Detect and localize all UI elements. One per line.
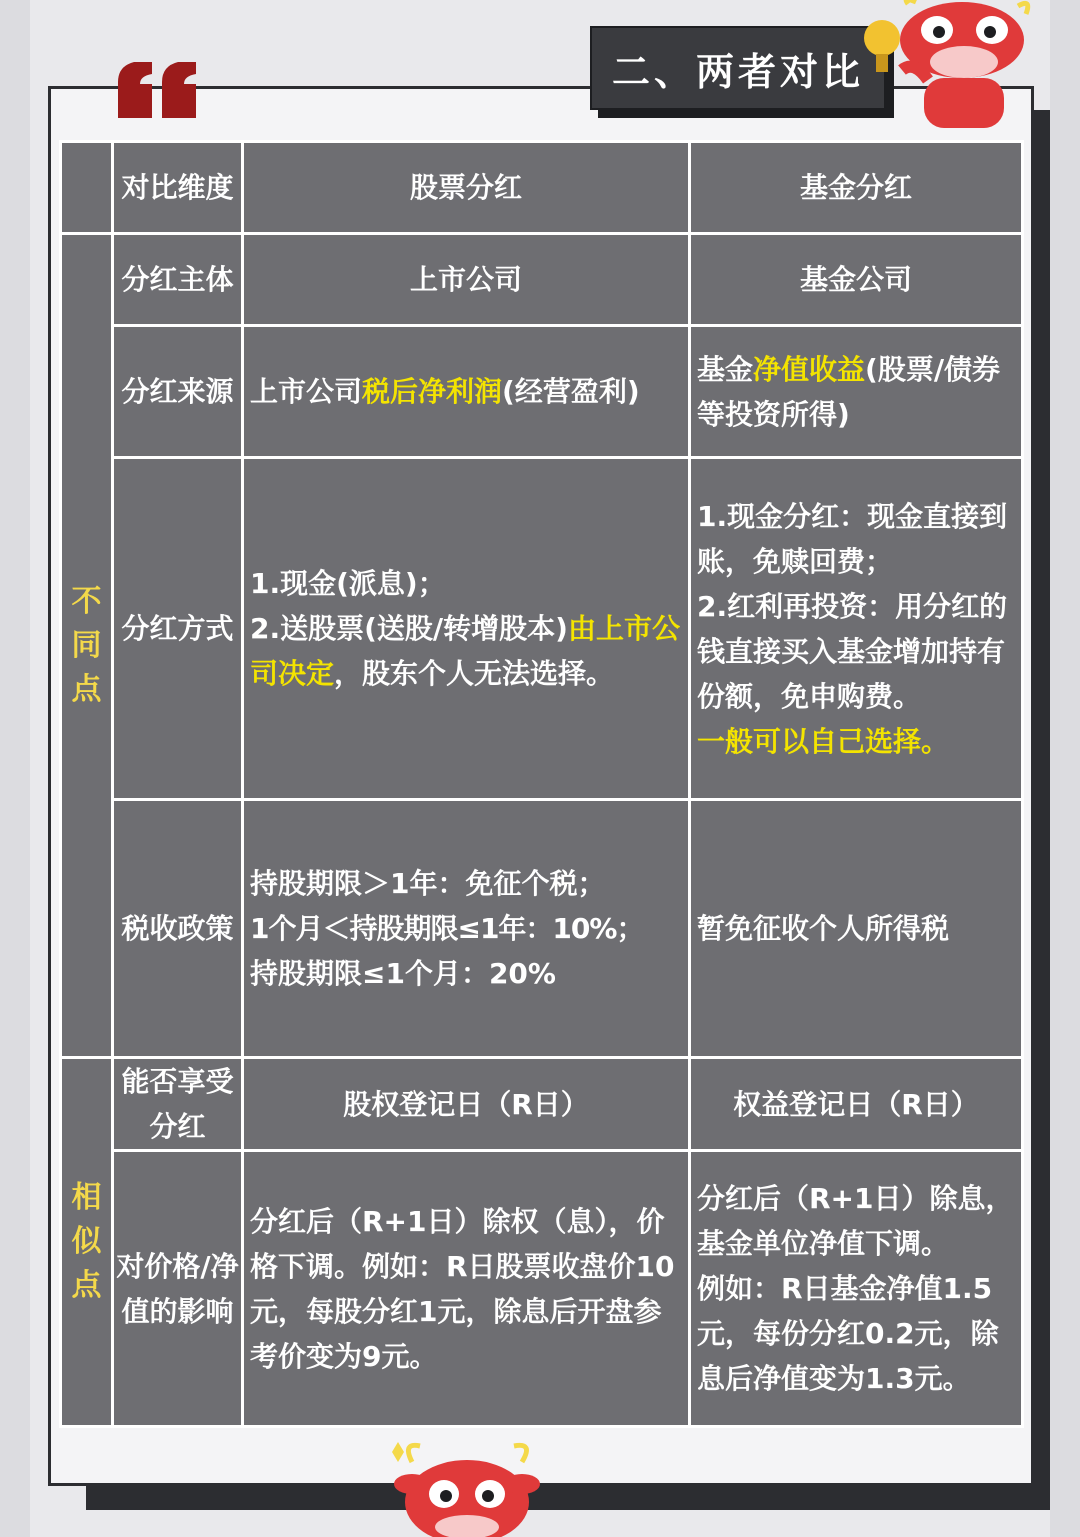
dimension-price: 对价格/净值的影响 xyxy=(113,1151,243,1427)
stock-method xyxy=(243,458,690,800)
stock-tax-line-1: 持股期限＞1年：免征个税； xyxy=(250,867,606,900)
stock-method-line-1: 1.现金(派息)； xyxy=(250,567,446,600)
stock-method-line-2a: 2.送股票(送股/转增股本) xyxy=(250,612,568,645)
stock-source-a: 上市公司 xyxy=(250,375,363,408)
dimension-tax: 税收政策 xyxy=(113,800,243,1058)
cow-mascot-icon xyxy=(372,1432,562,1537)
fund-method-line-1: 1.现金分红：现金直接到账，免赎回费； xyxy=(697,499,1008,578)
stock-tax xyxy=(243,800,690,1058)
table-header-row xyxy=(61,142,1023,234)
comparison-table xyxy=(59,140,1024,1428)
header-fund-dividend: 基金分红 xyxy=(690,142,1023,234)
stock-method-highlight: 由上市公司决定 xyxy=(250,612,680,690)
table-row-price xyxy=(61,1151,1023,1427)
stock-price: 分红后（R+1日）除权（息），价格下调。例如：R日股票收盘价10元，每股分红1元，除息后开盘参考价变为9元。 xyxy=(243,1151,690,1427)
fund-source-a: 基金 xyxy=(697,352,754,386)
table-row-method xyxy=(61,458,1023,800)
fund-subject: 基金公司 xyxy=(690,234,1023,326)
stock-source-highlight: 税后净利润 xyxy=(362,375,503,408)
quote-mark-icon xyxy=(112,60,202,120)
fund-eligibility: 权益登记日（R日） xyxy=(690,1058,1023,1151)
fund-source xyxy=(690,326,1023,458)
dimension-subject: 分红主体 xyxy=(113,234,243,326)
header-group-cell xyxy=(61,142,113,234)
stock-tax-line-2: 1个月＜持股期限≤1年：10%； xyxy=(250,912,644,945)
fund-price xyxy=(690,1151,1023,1427)
group-label-similar xyxy=(61,1058,113,1427)
fund-price-line-1: 分红后（R+1日）除息，基金单位净值下调。 xyxy=(697,1182,1014,1260)
dimension-source: 分红来源 xyxy=(113,326,243,458)
fund-method xyxy=(690,458,1023,800)
table-row-source xyxy=(61,326,1023,458)
table-row-eligibility xyxy=(61,1058,1023,1151)
stock-subject: 上市公司 xyxy=(243,234,690,326)
fund-method-line-2: 2.红利再投资：用分红的钱直接买入基金增加持有份额，免申购费。 xyxy=(697,589,1008,713)
dimension-method: 分红方式 xyxy=(113,458,243,800)
table-row-subject xyxy=(61,234,1023,326)
stock-tax-line-3: 持股期限≤1个月：20% xyxy=(250,957,556,990)
table-row-tax xyxy=(61,800,1023,1058)
section-title: 二、两者对比 xyxy=(590,26,886,110)
stock-eligibility: 股权登记日（R日） xyxy=(243,1058,690,1151)
header-stock-dividend: 股票分红 xyxy=(243,142,690,234)
header-dimension: 对比维度 xyxy=(113,142,243,234)
group-label-similar-text: 相似点 xyxy=(71,1180,102,1303)
stock-method-line-2b: ，股东个人无法选择。 xyxy=(334,657,615,690)
background-edge-left xyxy=(0,0,30,1537)
cow-mascot-trophy-icon xyxy=(842,0,1042,140)
fund-source-highlight: 净值收益 xyxy=(753,352,866,386)
fund-method-highlight: 一般可以自己选择。 xyxy=(697,724,950,758)
fund-price-line-2: 例如：R日基金净值1.5元，每份分红0.2元，除息后净值变为1.3元。 xyxy=(697,1272,999,1395)
dimension-eligibility: 能否享受分红 xyxy=(113,1058,243,1151)
fund-tax: 暂免征收个人所得税 xyxy=(690,800,1023,1058)
background-edge-right xyxy=(1050,0,1080,1537)
group-label-different-text: 不同点 xyxy=(71,583,102,707)
fund-source-b: (股票/债券等投资所得) xyxy=(697,352,1001,431)
group-label-different xyxy=(61,234,113,1058)
stock-source-b: (经营盈利) xyxy=(502,375,640,408)
stock-source xyxy=(243,326,690,458)
